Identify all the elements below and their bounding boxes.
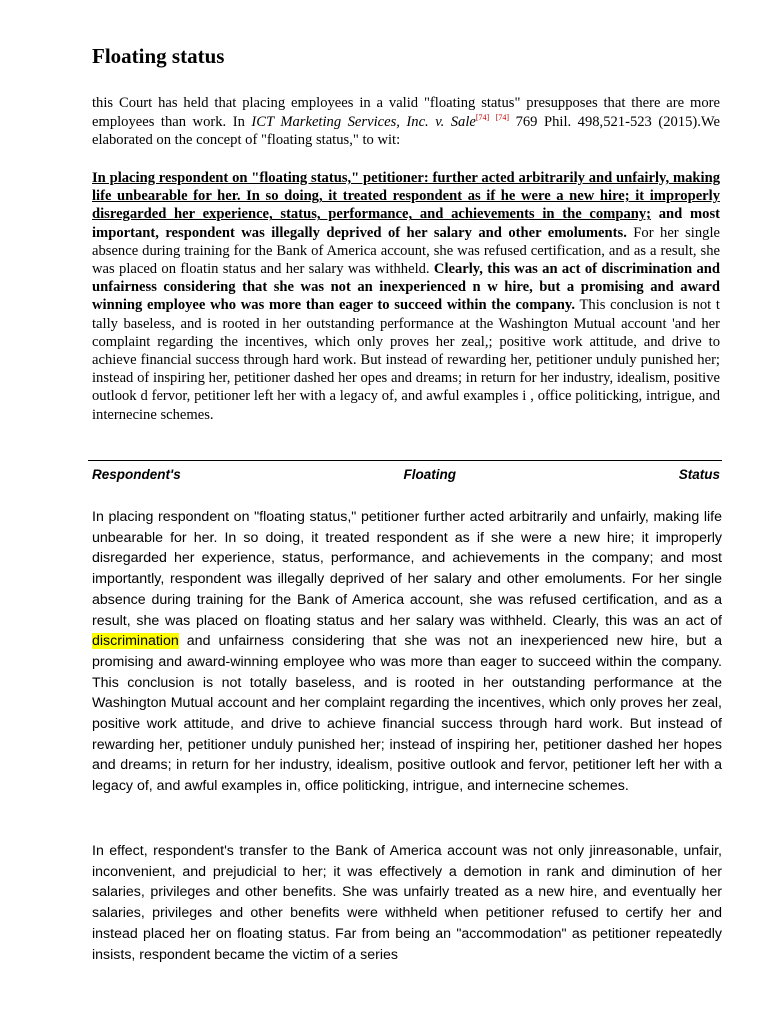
intro-text-before-case: this Court has held that placing employees in a valid "floating status" presupposes that there are more employees than work. In: [92, 95, 720, 130]
section-heading-word: Respondent's: [92, 467, 181, 482]
quoted-passage: [92, 169, 720, 424]
footnote-link[interactable]: [74]: [495, 112, 510, 122]
section-heading-word: Status: [678, 467, 720, 482]
quote-bold-1: and most important, respondent was illegally deprived of her salary and other emoluments.: [92, 206, 721, 241]
section-heading-word: Floating: [403, 467, 456, 482]
intro-paragraph: [92, 94, 720, 150]
quote-normal-1: For her single absence during training for the Bank of America account, she was refused certification, and as a result, she was placed on floatin status and her salary was withheld.: [92, 224, 720, 278]
case-citation: ICT Marketing Services, Inc. v. Sale: [251, 113, 476, 130]
footnote-link[interactable]: [74]: [475, 112, 490, 122]
body-paragraph-2: In effect, respondent's transfer to the Bank of America account was not only jinreasonable, unfair, inconvenient, and prejudicial to her; it was effectively a demotion in rank and diminution of her salaries, privileges and other benefits. She was unfairly treated as a new hire, and eventually her salaries, privileges and other benefits were withheld when petitioner refused to certify her and instead placed her on floating status. Far from being an "accommodation" as petitioner repeatedly insists, respondent became the victim of a series: [92, 843, 722, 963]
intro-text-after-case: 769 Phil. 498,521-523 (2015).We elaborated on the concept of "floating status," to wit:: [92, 113, 720, 149]
body-paragraph-1: [92, 507, 722, 797]
paragraph-1-text-after: and unfairness considering that she was not an inexperienced new hire, but a promising and award-winning employee who was more than eager to succeed within the company. This conclusion is not totally baseless, and is rooted in her outstanding performance at the Washington Mutual account and her complaint regarding the incentives, which only proves her zeal, positive work attitude, and drive to achieve financial success through hard work. But instead of rewarding her, petitioner unduly punished her; instead of inspiring her, petitioner dashed her hopes and dreams; in return for her industry, idealism, positive outlook and fervor, petitioner left her with a legacy of, and awful examples in, office politicking, intrigue, and internecine schemes.: [92, 633, 722, 795]
quote-bold-2: Clearly, this was an act of discrimination and unfairness considering that she was not an inexperienced n w hire, but a promising and award winning employee who was more than eager to succeed within the company.: [92, 261, 720, 314]
section-divider: [88, 460, 722, 461]
paragraph-1-text-before: In placing respondent on "floating status," petitioner further acted arbitrarily and unfairly, making life unbearable for her. In so doing, it treated respondent as if she were a new hire; it improperly disregarded her experience, status, performance, and achievements in the company; and most importantly, respondent was illegally deprived of her salary and other emoluments. For her single absence during training for the Bank of America account, she was refused certification, and as a result, she was placed on floating status and her salary was withheld. Clearly, this was an act of: [92, 509, 722, 629]
quote-normal-2: This conclusion is not t tally baseless, and is rooted in her outstanding performance at the Washington Mutual account 'and her complaint regarding the incentives, which only proves her zeal,; positive work attitude, and drive to achieve financial success through hard work. But instead of rewarding her, petitioner unduly punished her; instead of inspiring her, petitioner dashed her opes and dreams; in return for her industry, idealism, positive outlook d fervor, petitioner left her with a legacy of, and awful examples i , office politicking, intrigue, and internecine schemes.: [92, 297, 720, 423]
section-heading: [92, 467, 720, 482]
page-title: Floating status: [92, 44, 225, 68]
highlighted-term: discrimination: [92, 633, 179, 650]
quote-underlined-bold: In placing respondent on "floating status," petitioner: further acted arbitrarily and unfairly, making life unbearable for her. In so doing, it treated respondent as if he were a new hire; it improperly disregarded her experience, status, performance, and achievements in the company;: [92, 170, 720, 223]
